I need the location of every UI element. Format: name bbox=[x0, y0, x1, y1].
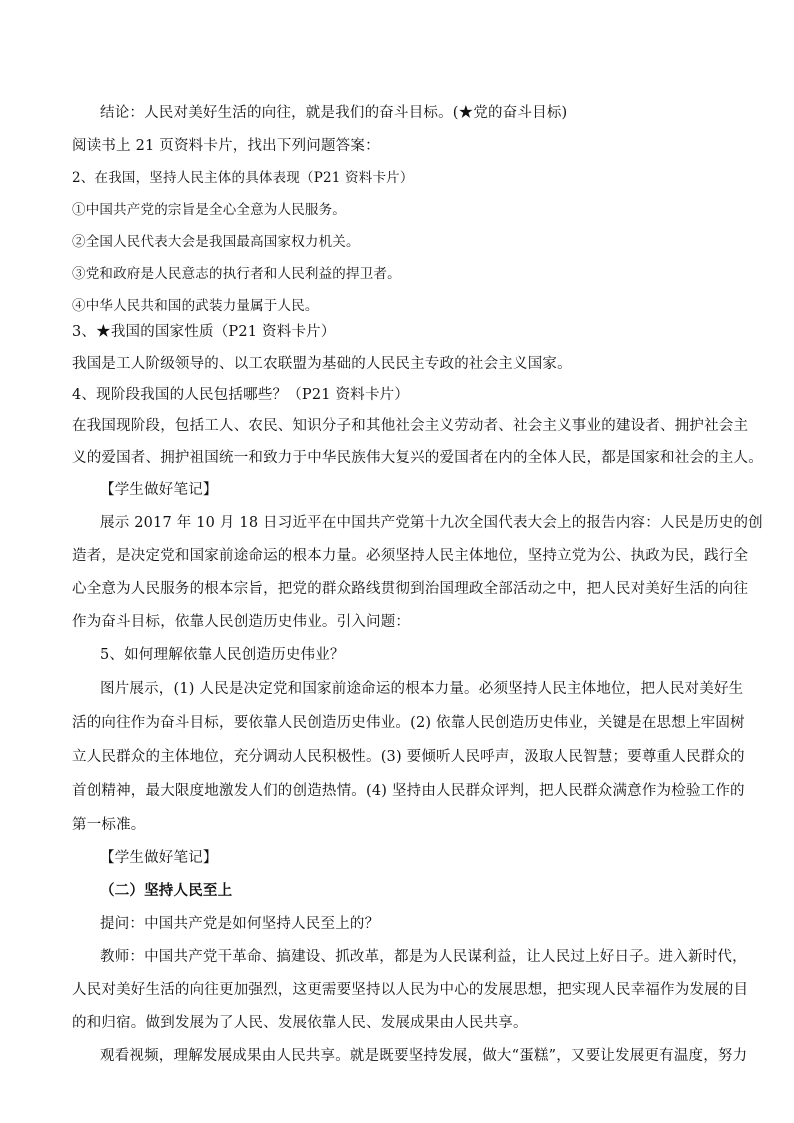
question-3-answer: 我国是工人阶级领导的、以工农联盟为基础的人民民主专政的社会主义国家。 bbox=[72, 356, 572, 372]
teacher-paragraph-line-3: 的和归宿。做到发展为了人民、发展依靠人民、发展成果由人民共享。 bbox=[72, 1015, 528, 1031]
question-2-heading: 2、在我国，坚持人民主体的具体表现（P21 资料卡片） bbox=[72, 170, 414, 186]
question-3-heading: 3、★我国的国家性质（P21 资料卡片） bbox=[72, 324, 336, 340]
paragraph-display-line-1: 展示 2017 年 10 月 18 日习近平在中国共产党第十九次全国代表大会上的报告内容：人民是历史的创 bbox=[100, 515, 763, 531]
question-4-answer-line-2: 义的爱国者、拥护祖国统一和致力于中华民族伟大复兴的爱国者在内的全体人民，都是国家和社会的主人。 bbox=[72, 450, 763, 466]
paragraph-display-line-3: 心全意为人民服务的根本宗旨，把党的群众路线贯彻到治国理政全部活动之中，把人民对美好生活的向往 bbox=[72, 581, 749, 597]
paragraph-display-line-4: 作为奋斗目标，依靠人民创造历史伟业。引入问题： bbox=[72, 614, 411, 630]
paragraph-images-line-2: 活的向往作为奋斗目标，要依靠人民创造历史伟业。(2) 依靠人民创造历史伟业，关键是在思想上牢固树 bbox=[72, 715, 745, 731]
answer-item-2: ②全国人民代表大会是我国最高国家权力机关。 bbox=[72, 234, 360, 250]
question-line: 提问：中国共产党是如何坚持人民至上的？ bbox=[100, 916, 380, 932]
answer-item-3: ③党和政府是人民意志的执行者和人民利益的捍卫者。 bbox=[72, 266, 401, 282]
reading-instruction: 阅读书上 21 页资料卡片，找出下列问题答案： bbox=[72, 138, 380, 154]
paragraph-images-line-5: 第一标准。 bbox=[72, 817, 146, 833]
teacher-paragraph-line-1: 教师：中国共产党干革命、搞建设、抓改革，都是为人民谋利益，让人民过上好日子。进入新时代， bbox=[100, 949, 747, 965]
paragraph-images-line-1: 图片展示，(1) 人民是决定党和国家前途命运的根本力量。必须坚持人民主体地位，把人民对美好生 bbox=[100, 681, 744, 697]
paragraph-images-line-4: 首创精神，最大限度地激发人们的创造热情。(4) 坚持由人民群众评判，把人民群众满意作为检验工作的 bbox=[72, 783, 745, 799]
paragraph-images-line-3: 立人民群众的主体地位，充分调动人民积极性。(3) 要倾听人民呼声，汲取人民智慧；要尊重人民群众的 bbox=[72, 749, 745, 765]
video-paragraph-line-1: 观看视频，理解发展成果由人民共享。就是既要坚持发展，做大“蛋糕”，又要让发展更有温度，努力 bbox=[100, 1048, 748, 1064]
answer-item-4: ④中华人民共和国的武装力量属于人民。 bbox=[72, 298, 319, 314]
question-4-answer-line-1: 在我国现阶段，包括工人、农民、知识分子和其他社会主义劳动者、社会主义事业的建设者、拥护社会主 bbox=[72, 418, 749, 434]
teacher-paragraph-line-2: 人民对美好生活的向往更加强烈，这更需要坚持以人民为中心的发展思想，把实现人民幸福作为发展的目 bbox=[72, 982, 749, 998]
conclusion-line: 结论：人民对美好生活的向往，就是我们的奋斗目标。(★党的奋斗目标) bbox=[100, 105, 568, 121]
question-5-heading: 5、如何理解依靠人民创造历史伟业？ bbox=[100, 647, 345, 663]
answer-item-1: ①中国共产党的宗旨是全心全意为人民服务。 bbox=[72, 202, 346, 218]
paragraph-display-line-2: 造者，是决定党和国家前途命运的根本力量。必须坚持人民主体地位，坚持立党为公、执政为民，践行全 bbox=[72, 548, 749, 564]
question-4-heading: 4、现阶段我国的人民包括哪些？（P21 资料卡片） bbox=[72, 387, 410, 403]
student-notes-label-1: 【学生做好笔记】 bbox=[100, 482, 218, 498]
student-notes-label-2: 【学生做好笔记】 bbox=[100, 850, 218, 866]
section-heading: （二）坚持人民至上 bbox=[100, 882, 233, 899]
